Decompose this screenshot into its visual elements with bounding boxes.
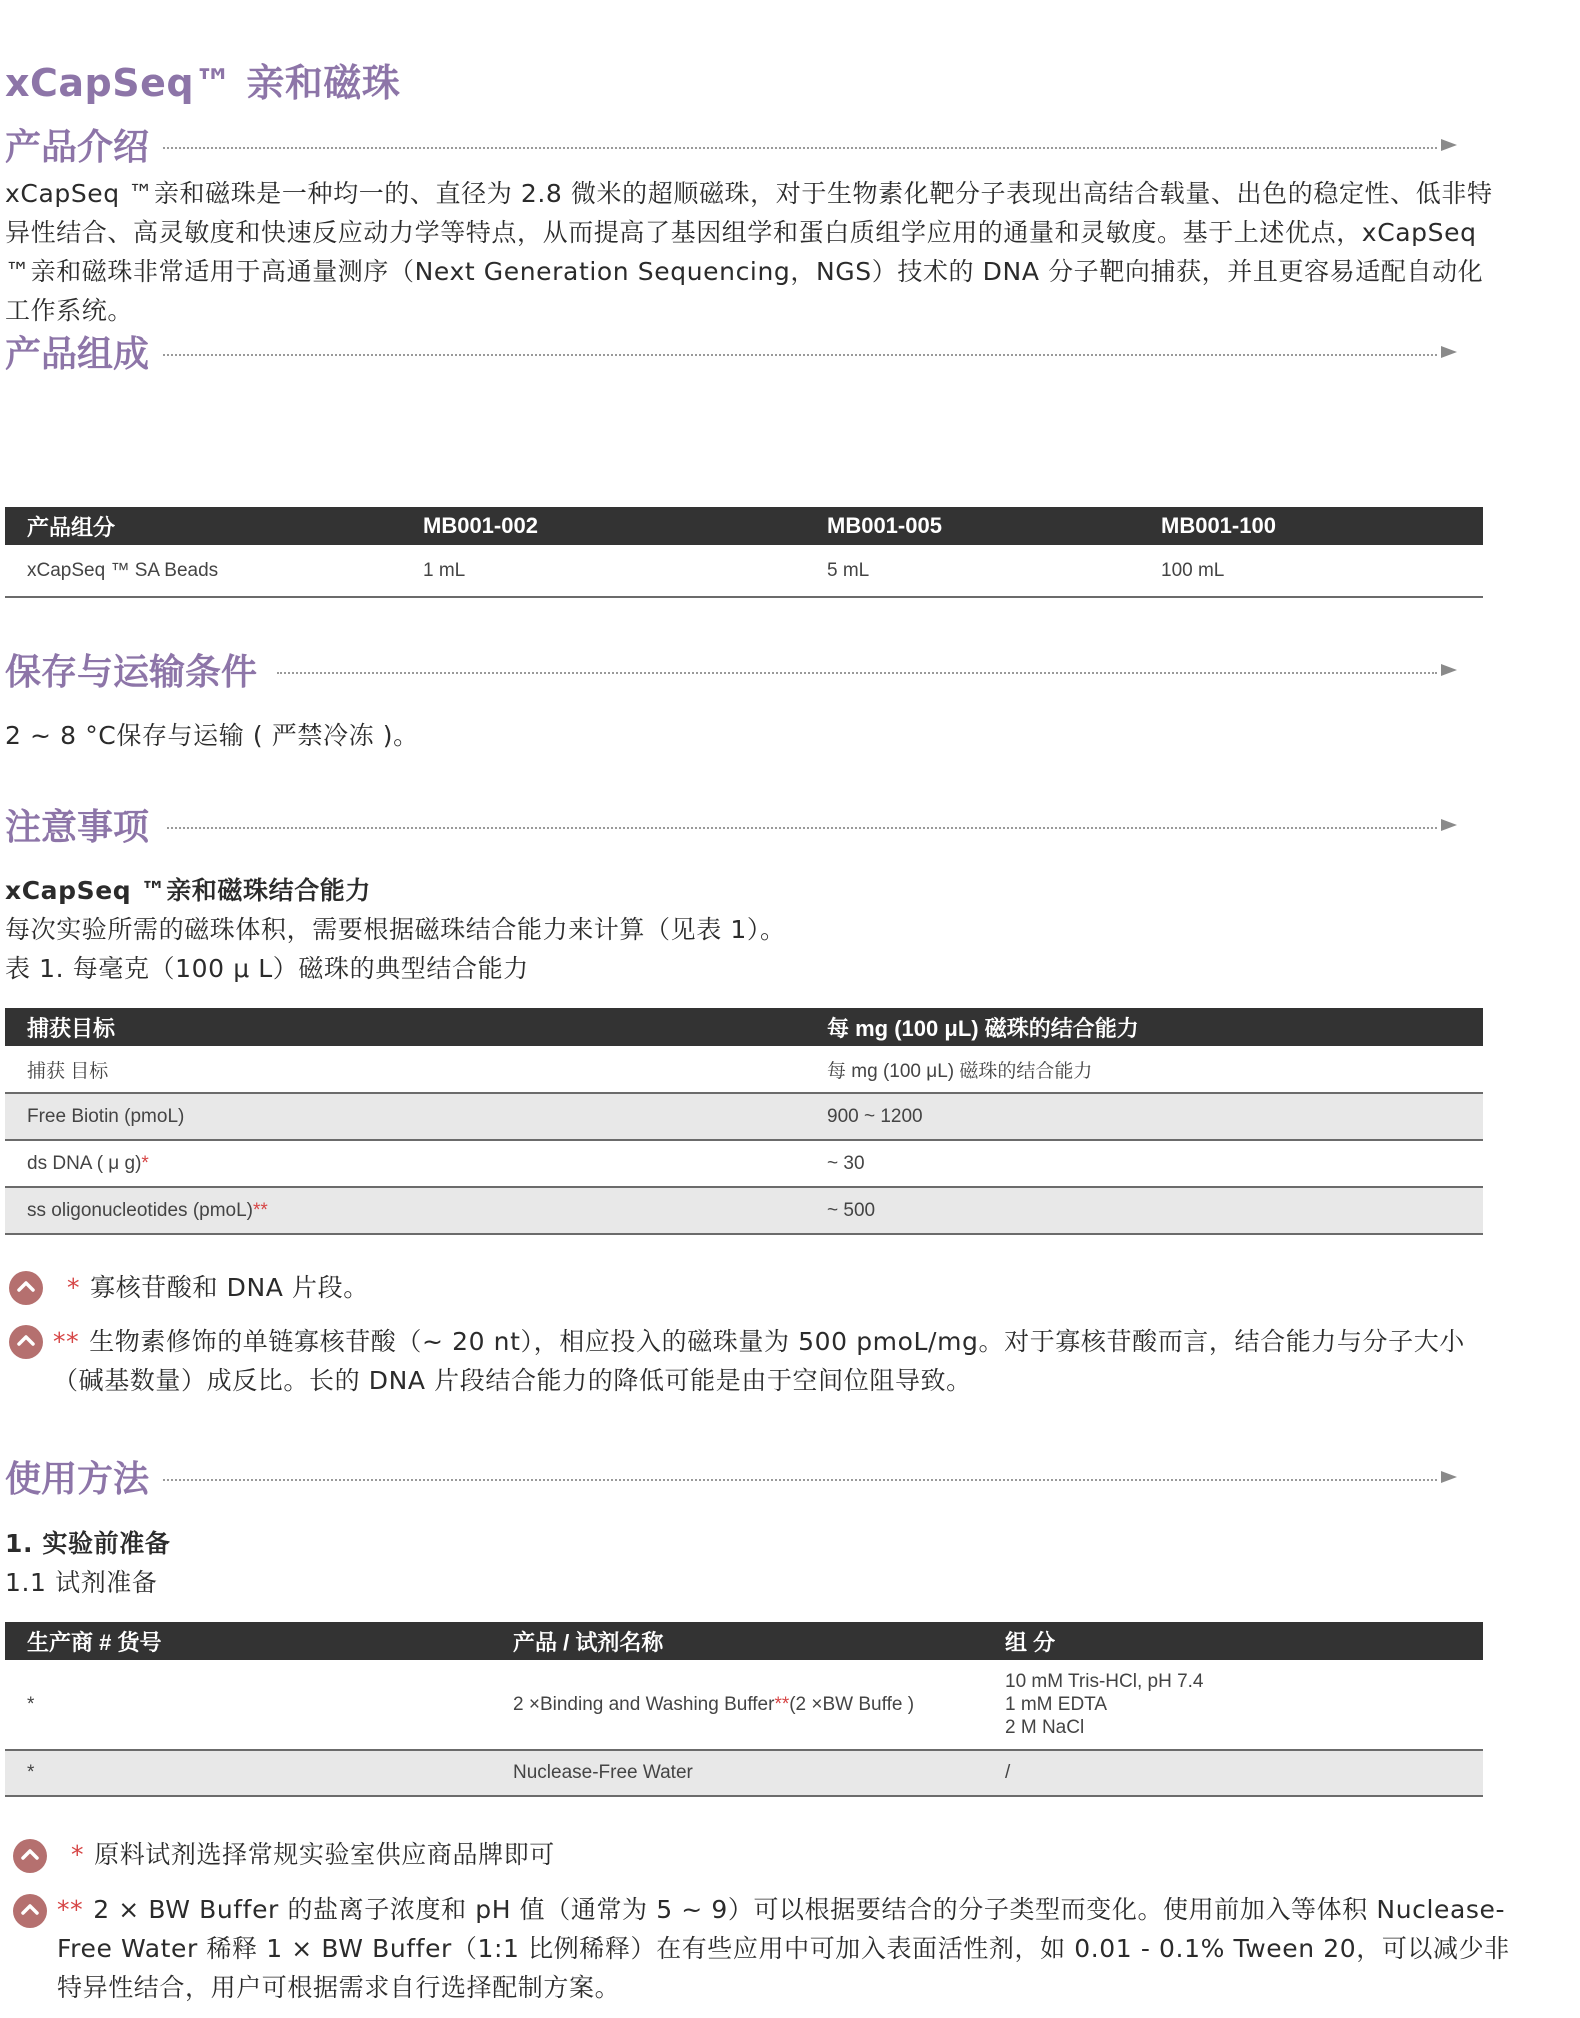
table-row xyxy=(5,1660,1483,1750)
section-title: 产品介绍 xyxy=(5,127,150,168)
table-cell: * xyxy=(5,1660,491,1750)
footnote: ** 2 × BW Buffer 的盐离子浓度和 pH 值（通常为 5 ~ 9）可以根据要结合的分子类型而变化。使用前加入等体积 Nuclease-Free Water 稀释 1 × BW Buffer（1:1 比例稀释）在有些应用中可加入表面活性剂，如 0.01 - 0.1% Tween 20，可以减少非特异性结合，用户可根据需求自行选择配制方案。 xyxy=(5,1890,1515,2010)
step-heading: 1. 实验前准备 xyxy=(5,1529,171,1558)
reagent-table xyxy=(5,1622,1483,1797)
table-cell: ds DNA ( μ g)* xyxy=(5,1140,805,1187)
section-title: 保存与运输条件 xyxy=(5,652,258,693)
chevron-up-icon xyxy=(13,1894,47,1928)
section-title: 使用方法 xyxy=(5,1459,150,1500)
table-header: 产品 / 试剂名称 xyxy=(491,1622,983,1660)
section-notes-heading xyxy=(5,803,1465,853)
table-row xyxy=(5,1750,1483,1796)
document-title: xCapSeq™ 亲和磁珠 xyxy=(5,61,401,105)
footnote: * 寡核苷酸和 DNA 片段。 xyxy=(5,1268,1505,1308)
table-cell: * xyxy=(5,1750,491,1796)
table-cell: 100 mL xyxy=(1139,545,1483,597)
table-cell: 捕获 目标 xyxy=(5,1046,805,1093)
chevron-up-icon xyxy=(13,1839,47,1873)
table-caption: 表 1. 每毫克（100 μ L）磁珠的典型结合能力 xyxy=(5,954,529,983)
table-row xyxy=(5,545,1483,597)
notes-line: 每次实验所需的磁珠体积，需要根据磁珠结合能力来计算（见表 1）。 xyxy=(5,915,786,944)
table-header: 每 mg (100 μL) 磁珠的结合能力 xyxy=(805,1008,1483,1046)
table-cell: / xyxy=(983,1750,1483,1796)
table-header-row xyxy=(5,507,1483,545)
arrow-right-icon xyxy=(1441,346,1457,358)
arrow-right-icon xyxy=(1441,664,1457,676)
dotted-leader xyxy=(167,827,1437,829)
table-header: MB001-005 xyxy=(805,507,1139,545)
table-row xyxy=(5,1046,1483,1093)
dotted-leader xyxy=(277,672,1437,674)
notes-subtitle: xCapSeq ™亲和磁珠结合能力 xyxy=(5,876,371,905)
table-cell: 每 mg (100 μL) 磁珠的结合能力 xyxy=(805,1046,1483,1093)
table-header: 捕获目标 xyxy=(5,1008,805,1046)
binding-capacity-table xyxy=(5,1008,1483,1235)
table-cell: Free Biotin (pmoL) xyxy=(5,1093,805,1140)
table-header: 组 分 xyxy=(983,1622,1483,1660)
section-storage-heading xyxy=(5,648,1465,698)
table-header: 生产商 # 货号 xyxy=(5,1622,491,1660)
dotted-leader xyxy=(163,354,1437,356)
section-title: 产品组成 xyxy=(5,334,150,375)
table-header-row xyxy=(5,1008,1483,1046)
table-cell: 900 ~ 1200 xyxy=(805,1093,1483,1140)
chevron-up-icon xyxy=(9,1325,43,1359)
section-intro-heading xyxy=(5,123,1465,173)
table-row xyxy=(5,1093,1483,1140)
table-header: 产品组分 xyxy=(5,507,401,545)
table-cell: 2 ×Binding and Washing Buffer**(2 ×BW Buffe ) xyxy=(491,1660,983,1750)
table-cell: Nuclease-Free Water xyxy=(491,1750,983,1796)
table-cell: xCapSeq ™ SA Beads xyxy=(5,545,401,597)
intro-paragraph: xCapSeq ™亲和磁珠是一种均一的、直径为 2.8 微米的超顺磁珠，对于生物素化靶分子表现出高结合载量、出色的稳定性、低非特异性结合、高灵敏度和快速反应动力学等特点，从而提高了基因组学和蛋白质组学应用的通量和灵敏度。基于上述优点，xCapSeq ™亲和磁珠非常适用于高通量测序（Next Generation Sequencing，NGS）技术的 DNA 分子靶向捕获，并且更容易适配自动化工作系统。 xyxy=(5,179,1493,325)
storage-text: 2 ~ 8 °C保存与运输 ( 严禁冷冻 )。 xyxy=(5,721,419,750)
table-cell: ~ 500 xyxy=(805,1187,1483,1234)
substep-heading: 1.1 试剂准备 xyxy=(5,1568,158,1597)
dotted-leader xyxy=(163,147,1437,149)
arrow-right-icon xyxy=(1441,819,1457,831)
table-header: MB001-100 xyxy=(1139,507,1483,545)
chevron-up-icon xyxy=(9,1271,43,1305)
table-header: MB001-002 xyxy=(401,507,805,545)
footnote: * 原料试剂选择常规实验室供应商品牌即可 xyxy=(5,1835,1505,1875)
arrow-right-icon xyxy=(1441,1471,1457,1483)
table-row xyxy=(5,1140,1483,1187)
table-row xyxy=(5,1187,1483,1234)
footnote: ** 生物素修饰的单链寡核苷酸（~ 20 nt），相应投入的磁珠量为 500 pmoL/mg。对于寡核苷酸而言，结合能力与分子大小（碱基数量）成反比。长的 DNA 片段结合能力的降低可能是由于空间位阻导致。 xyxy=(5,1322,1505,1402)
table-cell: ~ 30 xyxy=(805,1140,1483,1187)
section-composition-heading xyxy=(5,330,1465,380)
dotted-leader xyxy=(163,1479,1437,1481)
table-cell: 1 mL xyxy=(401,545,805,597)
composition-table xyxy=(5,507,1483,598)
table-header-row xyxy=(5,1622,1483,1660)
table-cell: ss oligonucleotides (pmoL)** xyxy=(5,1187,805,1234)
section-title: 注意事项 xyxy=(5,807,150,848)
arrow-right-icon xyxy=(1441,139,1457,151)
table-cell: 10 mM Tris-HCl, pH 7.4 1 mM EDTA 2 M NaCl xyxy=(983,1660,1483,1750)
table-cell: 5 mL xyxy=(805,545,1139,597)
section-usage-heading xyxy=(5,1455,1465,1505)
